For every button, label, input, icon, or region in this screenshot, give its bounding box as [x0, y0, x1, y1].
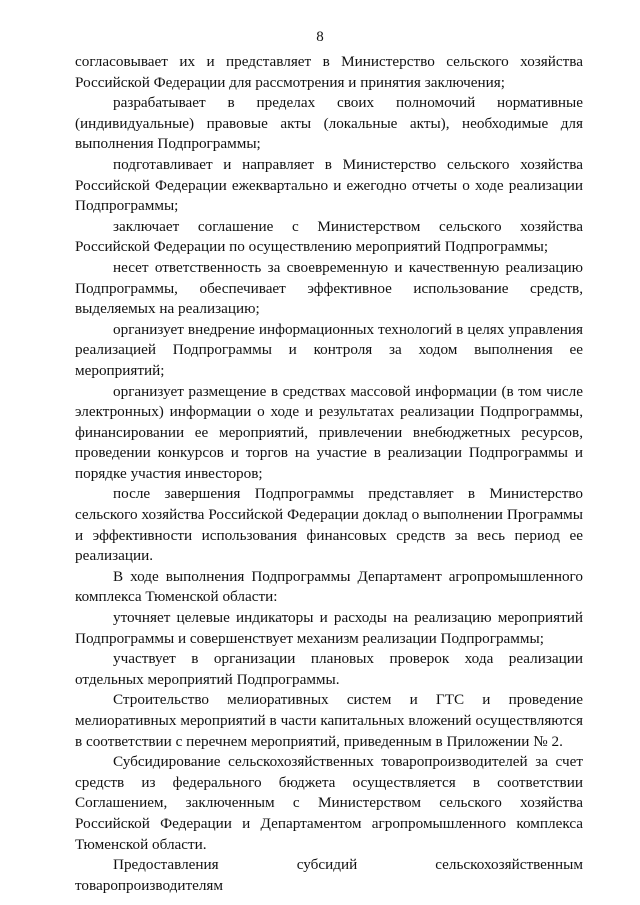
paragraph-mass-media: организует размещение в средствах массовой информации (в том числе электронных) информации о ходе и результатах реализации Подпрограммы, финансировании ее мероприятий, привлечении внебюджетных ресурсов, проведении конкурсов и торгов на участие в реализации Подпрограммы и порядке участия инвесторов;: [75, 382, 583, 482]
paragraph-department-duties: В ходе выполнения Подпрограммы Департамент агропромышленного комплекса Тюменской области:: [75, 567, 583, 606]
page-number: 8: [316, 29, 324, 45]
paragraph-concludes-agreement: заключает соглашение с Министерством сельского хозяйства Российской Федерации по осуществлению мероприятий Подпрограммы;: [75, 217, 583, 256]
paragraph-prepares-reports: подготавливает и направляет в Министерство сельского хозяйства Российской Федерации ежеквартально и ежегодно отчеты о ходе реализации Подпрограммы;: [75, 155, 583, 215]
paragraph-information-technologies: организует внедрение информационных технологий в целях управления реализацией Подпрограммы и контроля за ходом выполнения ее мероприятий;: [75, 320, 583, 379]
paragraph-target-indicators: уточняет целевые индикаторы и расходы на реализацию мероприятий Подпрограммы и совершенствует механизм реализации Подпрограммы;: [75, 609, 583, 647]
paragraph-final-report: после завершения Подпрограммы представляет в Министерство сельского хозяйства Российской Федерации доклад о выполнении Программы и эффективности использования финансовых средств за весь период ее реализации.: [75, 485, 583, 565]
paragraph-construction: Строительство мелиоративных систем и ГТС и проведение мелиоративных мероприятий в части капитальных вложений осуществляются в соответствии с перечнем мероприятий, приведенным в Приложении № 2.: [75, 691, 583, 750]
paragraph-subsidies-provision: Предоставления субсидий сельскохозяйственным товаропроизводителям: [75, 856, 583, 894]
paragraph-develops-acts: разрабатывает в пределах своих полномочий нормативные (индивидуальные) правовые акты (локальные акты), необходимые для выполнения Подпрограммы;: [75, 94, 583, 153]
paragraph-approve-submit: согласовывает их и представляет в Министерство сельского хозяйства Российской Федерации для рассмотрения и принятия заключения;: [75, 53, 583, 91]
paragraph-inspections: участвует в организации плановых проверок хода реализации отдельных мероприятий Подпрограммы.: [75, 650, 583, 688]
paragraph-responsibility: несет ответственность за своевременную и качественную реализацию Подпрограммы, обеспечивает эффективное использование средств, выделяемых на реализацию;: [75, 258, 583, 318]
paragraph-subsidizing: Субсидирование сельскохозяйственных товаропроизводителей за счет средств из федерального бюджета осуществляется в соответствии Соглашением, заключенным с Министерством сельского хозяйства Российской Федерации и Департаментом агропромышленного комплекса Тюменской области.: [75, 753, 583, 853]
document-body: [75, 52, 583, 896]
